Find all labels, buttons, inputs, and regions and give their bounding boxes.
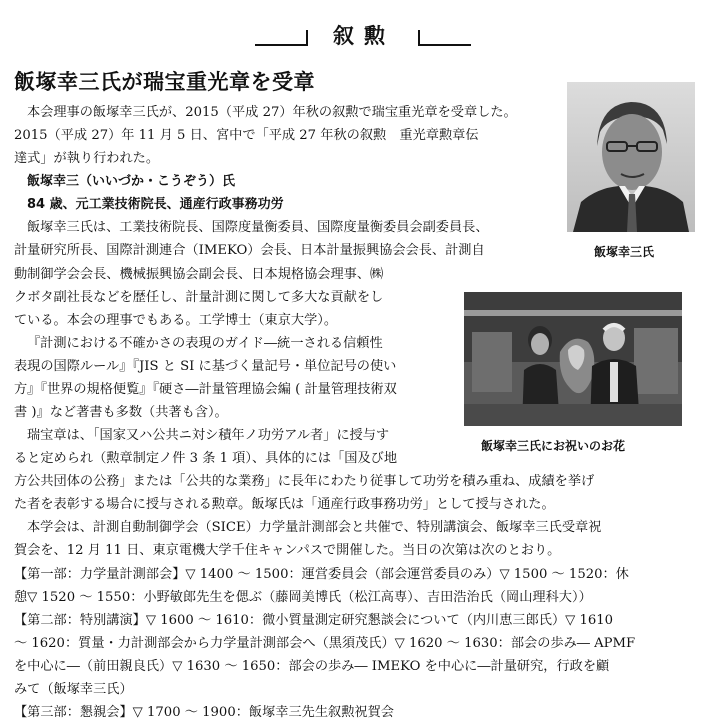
program-line: 【第二部：特別講演】▽ 1600 ～ 1610：微小質量測定研究懇談会について（内川恵三郎氏）▽ 1610 <box>14 612 614 628</box>
order-line: 方公共団体の公務」または「公共的な業務」に長年にわたり従事して功労を積み重ね、成績を挙げ <box>14 474 595 490</box>
career-line: 計量研究所長、国際計測連合（IMEKO）会長、日本計量振興協会会長、計測自 <box>14 243 485 259</box>
books-line: 方』『世界の規格便覧』『硬さ―計量管理協会編 ( 計量管理技術双 <box>14 381 397 397</box>
section-header <box>0 16 711 50</box>
recipient-profile: 84 歳、元工業技術院長、通産行政事務功労 <box>27 197 284 213</box>
recipient-name: 飯塚幸三（いいづか・こうぞう）氏 <box>27 174 236 190</box>
order-line: た者を表彰する場合に授与される勲章。飯塚氏は「通産行政事務功労」として授与された。 <box>14 497 555 513</box>
program-line: 憩▽ 1520 ～ 1550：小野敏郎先生を偲ぶ（藤岡美博氏（松江高専）、吉田浩治氏（岡山理科大）） <box>14 589 592 605</box>
program-line: 【第三部：懇親会】▽ 1700 ～ 1900：飯塚幸三先生叙勲祝賀会 <box>14 705 394 720</box>
header-tick-left <box>306 30 308 46</box>
ceremony-photo <box>464 292 682 426</box>
portrait-photo <box>567 82 695 232</box>
header-rule-right <box>418 44 471 46</box>
intro-line: 本会理事の飯塚幸三氏が、2015（平成 27）年秋の叙勲で瑞宝重光章を受章した。 <box>27 105 517 120</box>
career-line: ている。本会の理事でもある。工学博士（東京大学）。 <box>14 312 338 328</box>
intro-line: 2015（平成 27）年 11 月 5 日、宮中で「平成 27 年秋の叙勲 重光章勲章伝 <box>14 128 479 144</box>
books-line: 書 )』など著書も多数（共著も含）。 <box>14 405 228 420</box>
event-line: 本学会は、計測自動制御学会（SICE）力学量計測部会と共催で、特別講演会、飯塚幸三氏受章祝 <box>27 520 602 536</box>
header-rule-left <box>255 44 308 46</box>
career-line: 飯塚幸三氏は、工業技術院長、国際度量衡委員、国際度量衡委員会副委員長、 <box>27 220 489 236</box>
program-line: ～ 1620：質量・力計測部会から力学量計測部会へ（黒須茂氏）▽ 1620 ～ 1630：部会の歩み― APMF <box>14 635 636 651</box>
books-line: 表現の国際ルール』『JIS と SI に基づく量記号・単位記号の使い <box>14 358 397 374</box>
event-line: 賀会を、12 月 11 日、東京電機大学千住キャンパスで開催した。当日の次第は次のとおり。 <box>14 543 561 559</box>
career-line: クボタ副社長などを歴任し、計量計測に関して多大な貢献をし <box>14 289 384 305</box>
program-line: みて（飯塚幸三氏） <box>14 681 133 697</box>
section-title: 叙勲 <box>333 23 395 48</box>
order-line: ると定められ（勲章制定ノ件 3 条 1 項）、具体的には「国及び地 <box>14 451 398 467</box>
article-headline: 飯塚幸三氏が瑞宝重光章を受章 <box>14 70 315 94</box>
career-line: 動制御学会会長、機械振興協会副会長、日本規格協会理事、㈱ <box>14 266 384 282</box>
program-line: 【第一部：力学量計測部会】▽ 1400 ～ 1500：運営委員会（部会運営委員のみ）▽ 1500 ～ 1520：休 <box>14 566 629 582</box>
program-line: を中心に―（前田親良氏）▽ 1630 ～ 1650：部会の歩み― IMEKO を中心に―計量研究，行政を顧 <box>14 658 610 674</box>
intro-line: 達式」が執り行われた。 <box>14 151 160 167</box>
order-line: 瑞宝章は、「国家又ハ公共ニ対シ積年ノ功労アル者」に授与す <box>27 428 390 444</box>
ceremony-caption: 飯塚幸三氏にお祝いのお花 <box>481 439 626 453</box>
portrait-caption: 飯塚幸三氏 <box>594 245 655 259</box>
books-line: 『計測における不確かさの表現のガイド―統一される信頼性 <box>27 335 383 351</box>
